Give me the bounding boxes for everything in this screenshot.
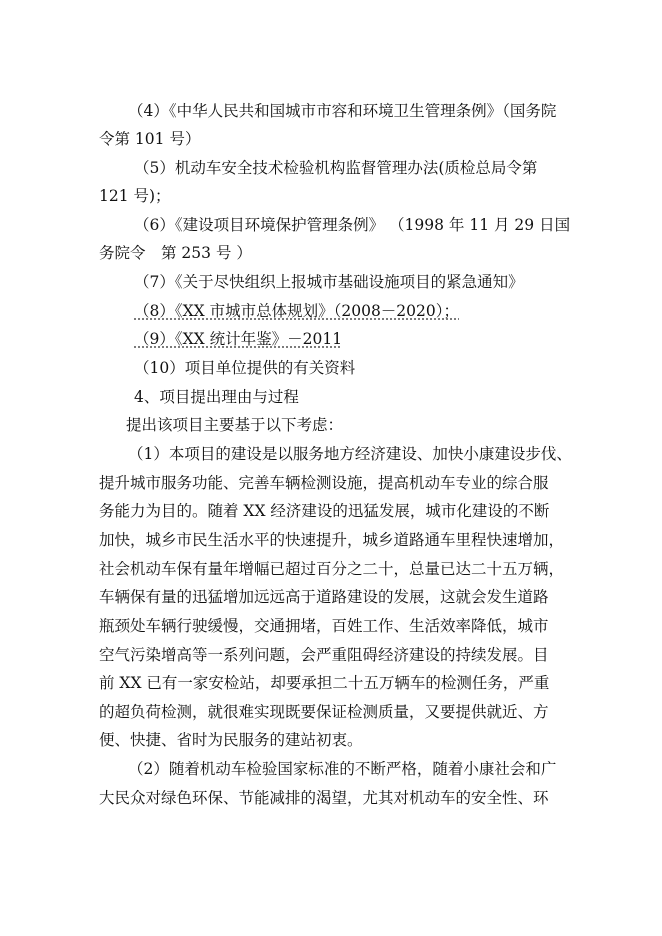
text-line: 大民众对绿色环保、节能减排的渴望，尤其对机动车的安全性、环	[99, 789, 549, 807]
text-line: （6）《建设项目环境保护管理条例》 （1998 年 11 月 29 日国	[134, 216, 571, 234]
text-line: （2）随着机动车检验国家标准的不断严格，随着小康社会和广	[128, 760, 557, 778]
text-line: （7）《关于尽快组织上报城市基础设施项目的紧急通知》	[134, 273, 524, 291]
text-line: 令第 101 号）	[99, 130, 201, 148]
text-line: 前 XX 已有一家安检站，却要承担二十五万辆车的检测任务，严重	[99, 674, 550, 692]
text-line: 瓶颈处车辆行驶缓慢，交通拥堵，百姓工作、生活效率降低，城市	[99, 617, 549, 635]
text-line: 121 号)；	[99, 187, 171, 205]
text-line: 加快，城乡市民生活水平的快速提升，城乡道路通车里程快速增加，	[99, 531, 565, 549]
text-line: 务能力为目的。随着 XX 经济建设的迅猛发展，城市化建设的不断	[99, 502, 550, 520]
text-line: 社会机动车保有量年增幅已超过百分之二十，总量已达二十五万辆，	[99, 560, 565, 578]
text-line: （4）《中华人民共和国城市市容和环境卫生管理条例》（国务院	[128, 102, 557, 120]
text-line: （10）项目单位提供的有关资料	[134, 359, 356, 377]
text-line: 车辆保有量的迅猛增加远远高于道路建设的发展，这就会发生道路	[99, 588, 549, 606]
text-line: （9）《XX 统计年鉴》－2011	[134, 330, 343, 348]
text-line: 便、快捷、省时为民服务的建站初衷。	[99, 731, 363, 749]
text-line: 务院令 第 253 号 ）	[99, 244, 252, 262]
text-line: 提出该项目主要基于以下考虑：	[126, 416, 344, 434]
text-line: 提升城市服务功能、完善车辆检测设施，提高机动车专业的综合服	[99, 474, 549, 492]
text-line: （8）《XX 市城市总体规划》（2008－2020）；	[134, 302, 460, 320]
text-line: （1）本项目的建设是以服务地方经济建设、加快小康建设步伐、	[128, 445, 572, 463]
text-line: 空气污染增高等一系列问题，会严重阻碍经济建设的持续发展。目	[99, 646, 549, 664]
text-line: （5）机动车安全技术检验机构监督管理办法(质检总局令第	[134, 159, 538, 177]
text-line: 的超负荷检测，就很难实现既要保证检测质量，又要提供就近、方	[99, 703, 549, 721]
section-heading: 4、项目提出理由与过程	[134, 388, 299, 406]
